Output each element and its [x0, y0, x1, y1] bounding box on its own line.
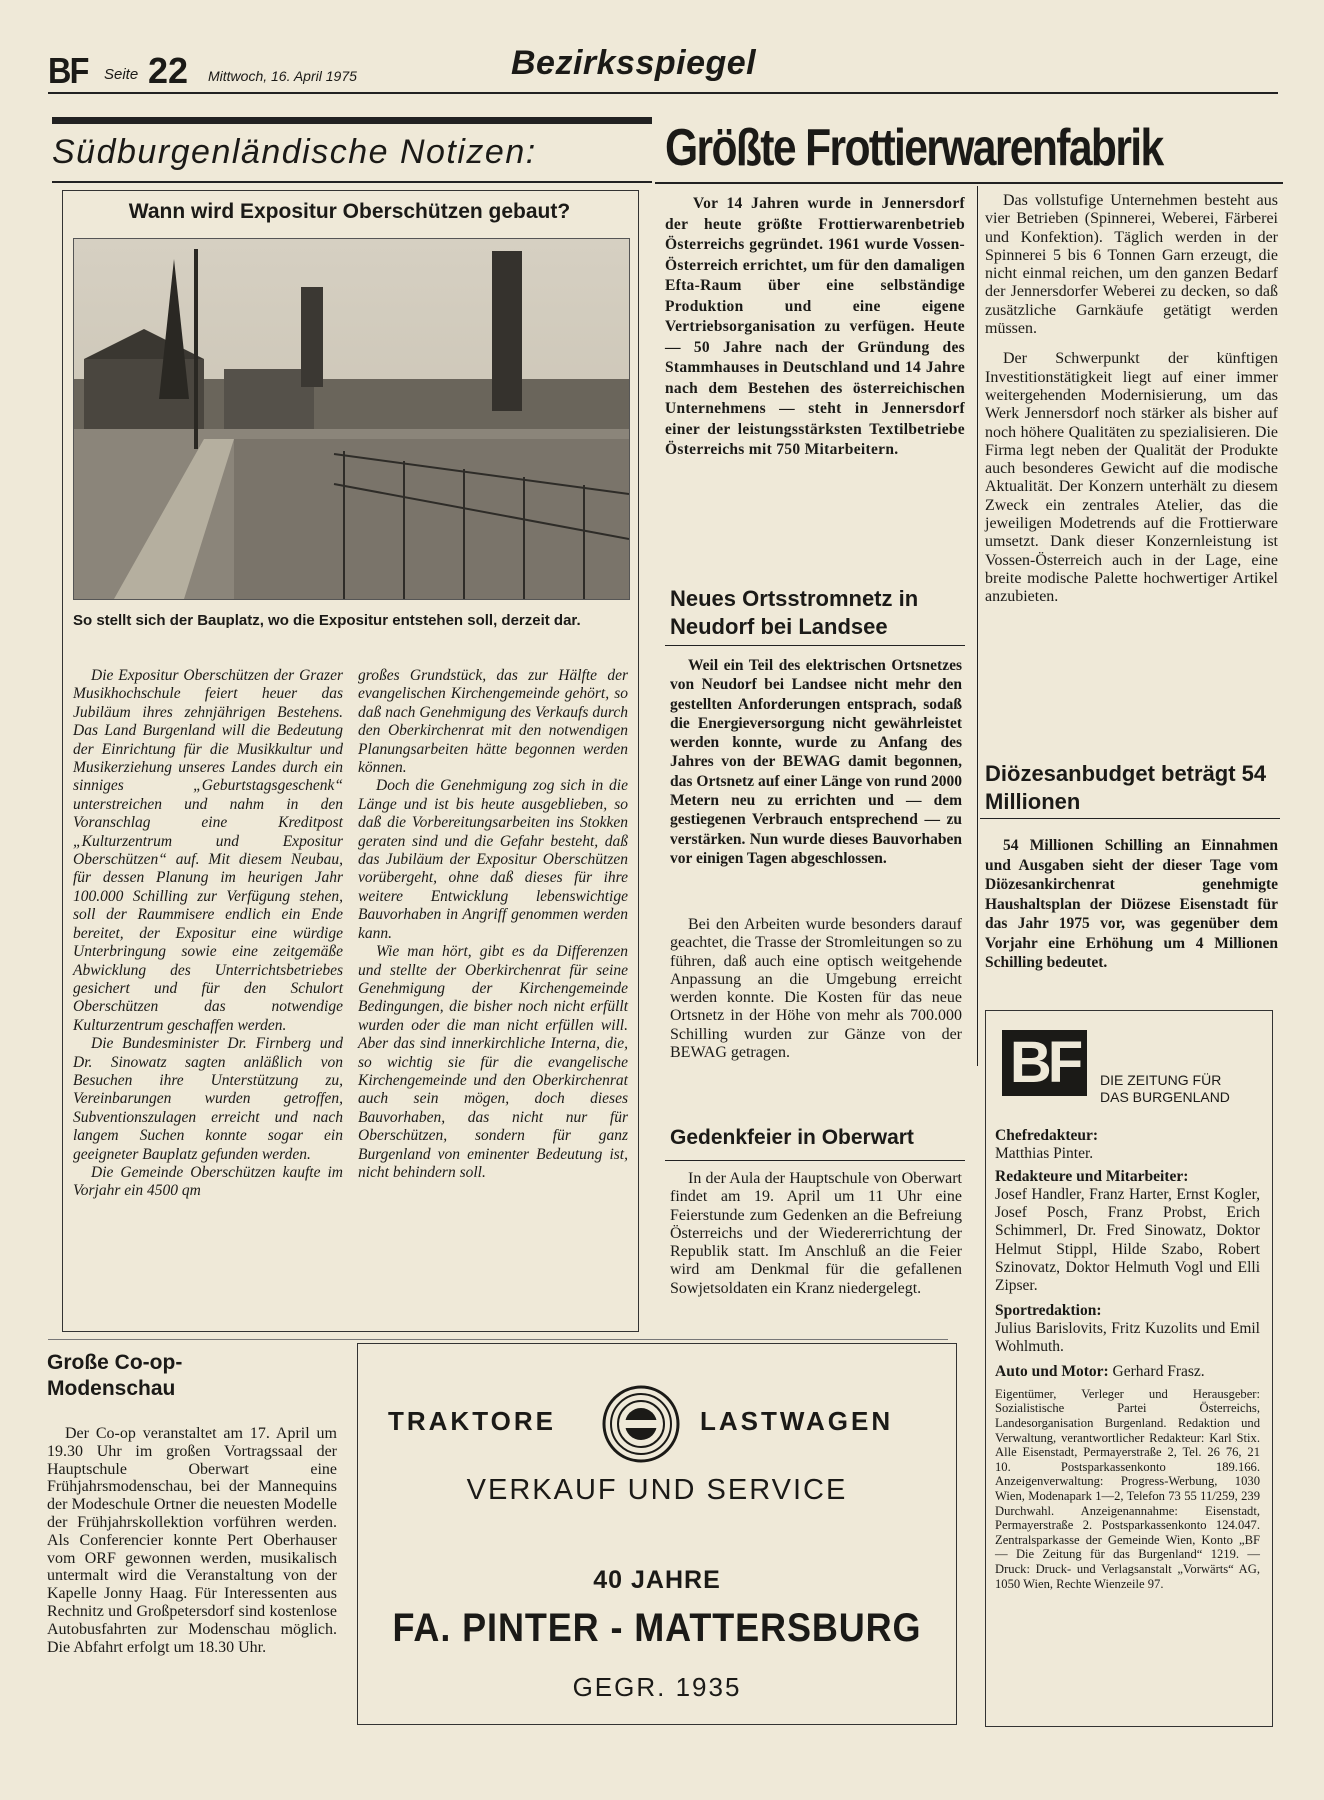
steyr-logo-icon	[601, 1384, 681, 1469]
ad-line4: FA. PINTER - MATTERSBURG	[392, 1606, 922, 1650]
impressum-chef: Matthias Pinter.	[995, 1145, 1094, 1163]
dioezese-rule	[980, 818, 1280, 819]
impressum-red-label: Redakteure und Mitarbeiter:	[995, 1167, 1189, 1185]
frottier-col2	[985, 192, 1278, 607]
ad-line2: VERKAUF UND SERVICE	[466, 1474, 848, 1506]
modenschau-body: Der Co-op veranstaltet am 17. April um 19.30 Uhr im großen Vortragssaal der Hauptschule Oberwart eine Frühjahrsmodenschau, bei der Mannequins der Modeschule Ortner die neuesten Modelle der Frühjahrskollektion vorführen werden. Als Conferencier konnte Pert Oberhauser vom ORF gewonnen werden, musikalisch untermalt wird die Veranstaltung von der Kapelle Jonny Haag. Für Interessenten aus Rechnitz und Großpetersdorf sind kostenlose Autobusfahrten zur Modenschau möglich. Die Abfahrt erfolgt um 18.30 Uhr.	[47, 1425, 337, 1656]
impressum-tagline-1: DIE ZEITUNG FÜR	[1100, 1072, 1222, 1088]
impressum-logo-text: BF	[1009, 1030, 1080, 1095]
dioezese-body: 54 Millionen Schilling an Einnahmen und Ausgaben sieht der dieser Tage vom Diözesankirchenrat genehmigte Haushaltsplan der Diözese Eisenstadt für das Jahr 1975 vor, was gegenüber dem Vorjahr eine Erhöhung um 4 Millionen Schilling bedeutet.	[985, 837, 1278, 971]
ortsstrom-body: Bei den Arbeiten wurde besonders darauf geachtet, die Trasse der Stromleitungen so zu führen, daß auch eine optisch weitgehende Anpassung an die Umgebung erreicht werden konnte. Die Kosten für das neue Ortsnetz in der Höhe von mehr als 700.000 Schilling wurden zur Gänze von der BEWAG getragen.	[670, 916, 962, 1062]
impressum-auto-value: Gerhard Frasz.	[1112, 1362, 1205, 1380]
bauplatz-photo-image	[74, 239, 629, 599]
gedenk-headline: Gedenkfeier in Oberwart	[670, 1126, 914, 1149]
frottier-lead: Vor 14 Jahren wurde in Jennersdorf der heute größte Frottierwarenbetrieb Österreichs gegründet. 1961 wurde Vossen-Österreich errichtet, um für den damaligen Efta-Raum über eine selbständige Produktion und eine eigene Vertriebsorganisation zu verfügen. Heute — 50 Jahre nach der Gründung des Stammhauses in Deutschland und 14 Jahre nach dem Bestehen des österreichischen Unternehmens — steht in Jennersdorf einer der leistungsstärksten Textilbetriebe Österreichs mit 750 Mitarbeitern.	[665, 195, 965, 458]
frottier-rule	[655, 182, 1283, 184]
ortsstrom-headline: Neues Ortsstromnetz in Neudorf bei Landsee	[670, 586, 919, 639]
gedenk-rule	[665, 1160, 965, 1161]
pinter-ad	[357, 1343, 957, 1725]
notizen-headline: Wann wird Expositur Oberschützen gebaut?	[128, 200, 571, 223]
impressum-red: Josef Handler, Franz Harter, Ernst Kogler, Josef Posch, Franz Probst, Erich Schimmerl, Dr. Fred Sinowatz, Doktor Helmut Stippl, Hilde Szabo, Robert Szinovatz, Doktor Helmuth Vogl und Elli Zipser.	[995, 1185, 1260, 1295]
impressum-sport: Julius Barislovits, Fritz Kuzolits und Emil Wohlmuth.	[995, 1319, 1260, 1356]
frottier-headline: Größte Frottierwarenfabrik	[665, 119, 1163, 177]
notizen-title-rule	[52, 181, 652, 183]
notizen-title: Südburgenländische Notizen:	[52, 133, 537, 171]
ortsstrom-lead: Weil ein Teil des elektrischen Ortsnetzes von Neudorf bei Landsee nicht mehr den gestellten Anforderungen entsprach, sodaß die Energieversorgung nicht gewährleistet werden konnte, wurde zu Anfang des Jahres von der BEWAG damit begonnen, das Ortsnetz auf einer Länge von rund 2000 Metern neu zu errichten und — dem gestiegenen Verbrauch entsprechend — zu verstärken. Nun wurde dieses Bauvorhaben vor einigen Tagen abgeschlossen.	[670, 657, 962, 867]
impressum-text	[995, 1127, 1260, 1591]
modenschau-top-rule	[48, 1339, 948, 1340]
dioezese-headline: Diözesanbudget beträgt 54 Millionen	[985, 761, 1267, 814]
masthead-rule	[48, 92, 1278, 94]
ortsstrom-rule	[665, 645, 965, 646]
notizen-col1-p1: Die Expositur Oberschützen der Grazer Musikhochschule feiert heuer das Jubiläum ihres zehnjährigen Bestehens. Das Land Burgenland will die Bedeutung der Einrichtung für die Musikkultur und Musikerziehung unseres Landes durch ein sinniges „Geburtstagsgeschenk“ unterstreichen und nahm in den Voranschlag eine Kreditpost „Kulturzentrum und Expositur Oberschützen“ auf. Mit diesem Neubau, für dessen Planung im heurigen Jahr 100.000 Schilling zur Verfügung stehen, soll der Raummisere endlich ein Ende bereitet, der Expositur eine würdige Unterbringung sowie eine zeitgemäße Abwicklung des Unterrichtsbetriebes gesichert und für den Schulort Oberschützen das notwendige Kulturzentrum geschaffen werden.	[73, 667, 343, 1034]
ad-line5: GEGR. 1935	[572, 1672, 742, 1702]
notizen-col2-p1: großes Grundstück, das zur Hälfte der evangelischen Kirchengemeinde gehört, so daß nach Genehmigung des Verkaufs durch den Oberkirchenrat mit den notwendigen Planungsarbeiten hätte begonnen werden können.	[358, 667, 628, 777]
impressum-logo	[1002, 1030, 1087, 1096]
gedenk-body: In der Aula der Hauptschule von Oberwart findet am 19. April um 11 Uhr eine Feierstunde zum Gedenken an die Befreiung Österreichs und der Wiedererrichtung der Republik statt. Im Anschluß an die Feier wird am Denkmal für die gefallenen Sowjetsoldaten ein Kranz niedergelegt.	[670, 1170, 962, 1297]
ad-line3: 40 JAHRE	[593, 1566, 721, 1594]
notizen-col1-p2: Die Bundesminister Dr. Firnberg und Dr. Sinowatz sagten anläßlich von Besuchen ihre Unterstützung zu, Vereinbarungen wurden getroffen, Subventionszulagen erreicht und nach langem Suchen konnte sogar ein geeigneter Bauplatz gefunden werden.	[73, 1035, 343, 1163]
col-divider-center	[977, 186, 978, 1066]
ad-right-text: LASTWAGEN	[700, 1406, 894, 1436]
impressum-auto	[995, 1363, 1260, 1381]
notizen-col2	[358, 667, 628, 1182]
impressum-small: Eigentümer, Verleger und Herausgeber: Sozialistische Partei Österreichs, Landesorganisation Burgenland. Redaktion und Verwaltung, verantwortlicher Redakteur: Karl Stix. Alle Eisenstadt, Permayerstraße 2, Tel. 26 76, 21 10. Postsparkassenkonto 189.166. Anzeigenverwaltung: Progress-Werbung, 1030 Wien, Modenapark 1—2, Telefon 73 55 11/259, 239 Durchwahl. Anzeigenannahme: Eisenstadt, Permayerstraße 2. Postsparkassenkonto 124.047. Zentralsparkasse der Gemeinde Wien, Konto „BF — Die Zeitung für das Burgenland“ 1219. — Druck: Druck- und Verlagsanstalt „Vorwärts“ AG, 1050 Wien, Rechte Wienzeile 97.	[995, 1386, 1260, 1591]
notizen-col1	[73, 667, 343, 1201]
impressum-tagline	[1100, 1072, 1230, 1106]
impressum-auto-label: Auto und Motor:	[995, 1362, 1109, 1380]
notizen-col1-p3: Die Gemeinde Oberschützen kaufte im Vorjahr ein 4500 qm	[73, 1163, 343, 1200]
masthead-seite-label: Seite	[104, 66, 139, 83]
notizen-col2-p2: Doch die Genehmigung zog sich in die Länge und ist bis heute ausgeblieben, so daß die Vorbereitungsarbeiten ins Stokken geraten sind und die Gefahr besteht, daß das Jubiläum der Expositur Oberschützen vorübergeht, ohne daß dieses für ihre weitere Entwicklung lebenswichtige Bauvorhaben in Angriff genommen werden kann.	[358, 777, 628, 942]
photo-caption: So stellt sich der Bauplatz, wo die Expositur entstehen soll, derzeit dar.	[73, 612, 581, 629]
masthead-section: Bezirksspiegel	[511, 44, 757, 82]
modenschau-headline: Große Co-op-Modenschau	[47, 1351, 183, 1400]
frottier-col2-p2: Der Schwerpunkt der künftigen Investitionstätigkeit liegt auf einer immer weitergehenden Modernisierung, um das Werk Jennersdorf noch stärker als bisher auf noch höhere Qualitäten zu spezialisieren. Die Firma legt neben der Qualität der Produkte auch besonderes Gewicht auf die modische Aktualität. Der Konzern unterhält zu diesem Zweck ein zentrales Atelier, das die jeweiligen Modetrends auf die Frottierware umsetzt. Dank dieser Konzernleistung ist Vossen-Österreich auch in der Lage, eine breite modische Palette hochwertiger Artikel anzubieten.	[985, 350, 1278, 606]
masthead-logo: BF	[48, 50, 88, 91]
impressum-sport-label: Sportredaktion:	[995, 1301, 1102, 1319]
notizen-col2-p3: Wie man hört, gibt es da Differenzen und stellte der Oberkirchenrat für seine Genehmigung der Kirchengemeinde Bedingungen, die bisher noch nicht erfüllt wurden oder die man nicht erfüllen will. Aber das sind innerkirchliche Interna, die, so wichtig sie für die evangelische Kirchengemeinde und den Oberkirchenrat auch sein mögen, doch dieses Bauvorhaben, das nicht nur für Oberschützen, sondern für ganz Burgenland von eminenter Bedeutung ist, nicht behindern soll.	[358, 943, 628, 1181]
bauplatz-photo	[73, 238, 630, 600]
frottier-col2-p1: Das vollstufige Unternehmen besteht aus vier Betrieben (Spinnerei, Weberei, Färberei und Konfektion). Täglich werden in der Spinnerei 5 bis 6 Tonnen Garn erzeugt, die nicht einmal reichen, um den ganzen Bedarf der Jennersdorfer Weberei zu decken, so daß zusätzliche Garnkäufe getätigt werden müssen.	[985, 192, 1278, 338]
masthead-date: Mittwoch, 16. April 1975	[208, 68, 357, 84]
ad-left-text: TRAKTORE	[388, 1406, 556, 1436]
masthead	[48, 40, 1278, 92]
impressum-tagline-2: DAS BURGENLAND	[1100, 1089, 1230, 1105]
impressum-chef-label: Chefredakteur:	[995, 1127, 1099, 1144]
notizen-top-bar	[52, 117, 652, 124]
masthead-page-number: 22	[148, 50, 189, 91]
